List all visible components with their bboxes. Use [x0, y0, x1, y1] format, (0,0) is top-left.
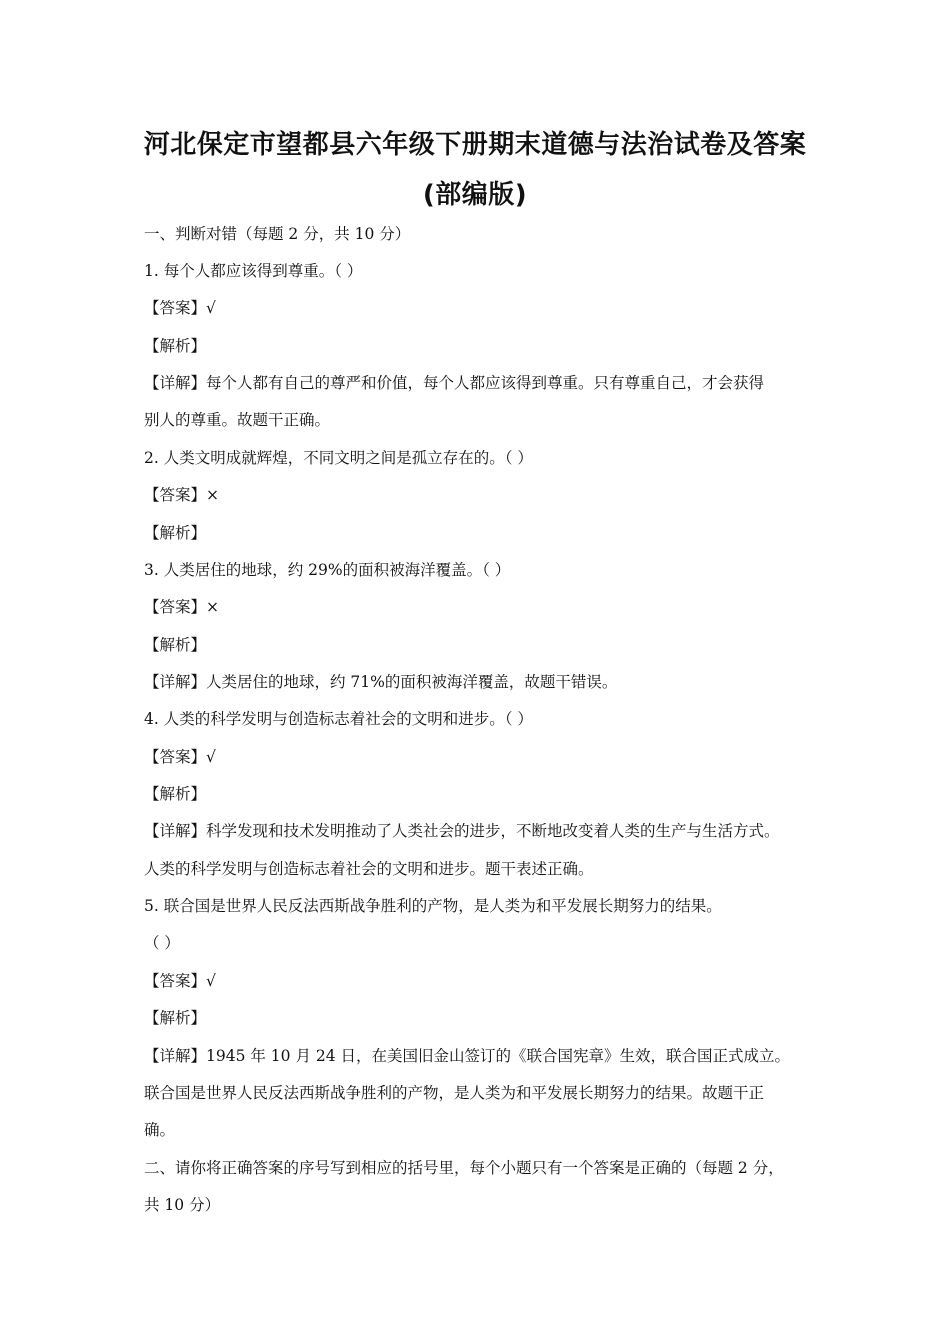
page-subtitle: (部编版) [422, 180, 528, 210]
explanation-5-line-2: 联合国是世界人民反法西斯战争胜利的产物，是人类为和平发展长期努力的结果。故题干正 [144, 1084, 765, 1102]
question-3: 3. 人类居住的地球，约 29%的面积被海洋覆盖。（ ） [144, 561, 511, 579]
question-5-bracket: （ ） [144, 934, 180, 952]
question-2: 2. 人类文明成就辉煌，不同文明之间是孤立存在的。（ ） [144, 449, 533, 467]
answer-1: 【答案】√ [144, 299, 216, 317]
explanation-5-line-3: 确。 [144, 1121, 176, 1139]
explanation-1-line-2: 别人的尊重。故题干正确。 [144, 411, 331, 429]
question-1: 1. 每个人都应该得到尊重。（ ） [144, 262, 363, 280]
explanation-1-line-1: 【详解】每个人都有自己的尊严和价值，每个人都应该得到尊重。只有尊重自己，才会获得 [144, 374, 765, 392]
answer-4: 【答案】√ [144, 748, 216, 766]
section-heading-2-line-2: 共 10 分） [144, 1196, 221, 1214]
explanation-5-line-1: 【详解】1945 年 10 月 24 日，在美国旧金山签订的《联合国宪章》生效，联合国正式成立。 [144, 1047, 791, 1065]
explanation-4-line-1: 【详解】科学发现和技术发明推动了人类社会的进步，不断地改变着人类的生产与生活方式。 [144, 822, 780, 840]
answer-2: 【答案】× [144, 486, 219, 504]
analysis-label-2: 【解析】 [144, 524, 207, 542]
answer-3: 【答案】× [144, 598, 219, 616]
explanation-3: 【详解】人类居住的地球，约 71%的面积被海洋覆盖，故题干错误。 [144, 673, 618, 691]
question-5: 5. 联合国是世界人民反法西斯战争胜利的产物，是人类为和平发展长期努力的结果。 [144, 897, 722, 915]
analysis-label-4: 【解析】 [144, 785, 207, 803]
analysis-label-5: 【解析】 [144, 1009, 207, 1027]
analysis-label-1: 【解析】 [144, 337, 207, 355]
section-heading-2-line-1: 二、请你将正确答案的序号写到相应的括号里，每个小题只有一个答案是正确的（每题 2 分， [144, 1159, 784, 1177]
explanation-4-line-2: 人类的科学发明与创造标志着社会的文明和进步。题干表述正确。 [144, 860, 594, 878]
analysis-label-3: 【解析】 [144, 636, 207, 654]
question-4: 4. 人类的科学发明与创造标志着社会的文明和进步。（ ） [144, 710, 533, 728]
page-title: 河北保定市望都县六年级下册期末道德与法治试卷及答案 [143, 130, 807, 160]
answer-5: 【答案】√ [144, 972, 216, 990]
section-heading-1: 一、判断对错（每题 2 分，共 10 分） [144, 225, 411, 243]
